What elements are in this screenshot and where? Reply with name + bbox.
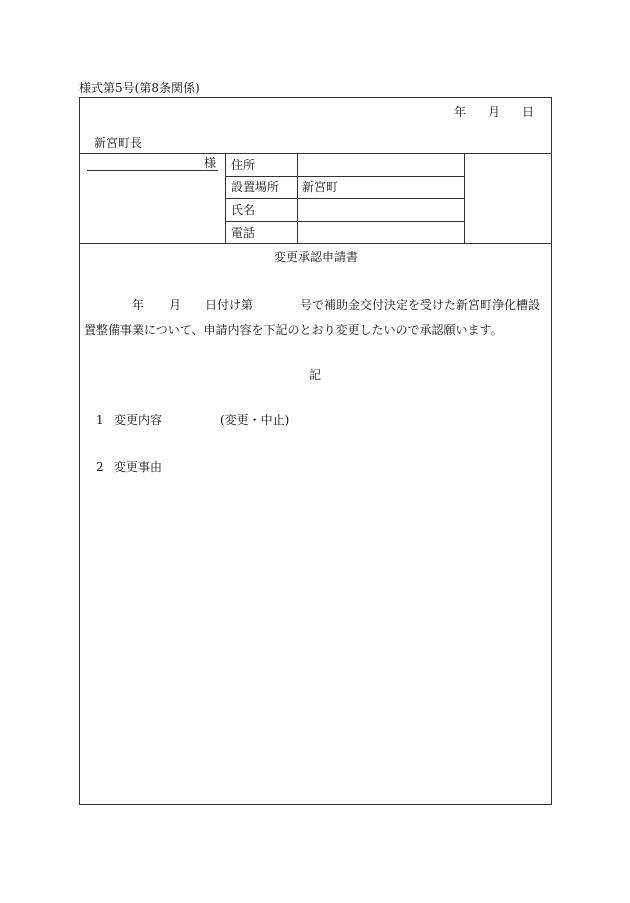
item-number: 2 <box>96 460 104 474</box>
form-frame <box>79 97 552 805</box>
applicant-divider-right <box>464 153 465 243</box>
item-label-change-reason: 変更事由 <box>114 460 163 474</box>
label-name: 氏名 <box>231 203 256 217</box>
date-day-label: 日 <box>522 105 535 119</box>
item-label-change-content: 変更内容 <box>114 413 163 427</box>
form-label: 様式第5号(第8条関係) <box>79 81 200 95</box>
body-year-label: 年 <box>132 298 145 312</box>
label-installation-site: 設置場所 <box>231 180 280 194</box>
date-year-label: 年 <box>454 105 467 119</box>
label-address: 住所 <box>231 158 256 172</box>
body-month-label: 月 <box>169 298 182 312</box>
label-phone: 電話 <box>231 226 256 240</box>
body-dated-number-label: 日付け第 <box>205 298 254 312</box>
applicant-row-divider <box>225 221 464 222</box>
addressee: 新宮町長 <box>94 136 143 150</box>
applicant-row-divider <box>225 198 464 199</box>
ki-heading: 記 <box>309 368 322 382</box>
date-month-label: 月 <box>488 105 501 119</box>
honorific-sama: 様 <box>204 156 217 170</box>
item-number: 1 <box>96 413 104 427</box>
item-note-change-or-cancel: (変更・中止) <box>220 413 290 427</box>
body-line1-rest: 号で補助金交付決定を受けた新宮町浄化槽設 <box>300 298 541 312</box>
name-underline <box>87 170 218 171</box>
document-title: 変更承認申請書 <box>274 250 359 264</box>
applicant-table-bottom-border <box>79 243 551 244</box>
applicant-table-top-border <box>79 153 551 154</box>
body-line2: 置整備事業について、申請内容を下記のとおり変更したいので承認願います。 <box>84 323 503 337</box>
value-installation-site: 新宮町 <box>302 180 339 194</box>
applicant-row-divider <box>225 176 464 177</box>
